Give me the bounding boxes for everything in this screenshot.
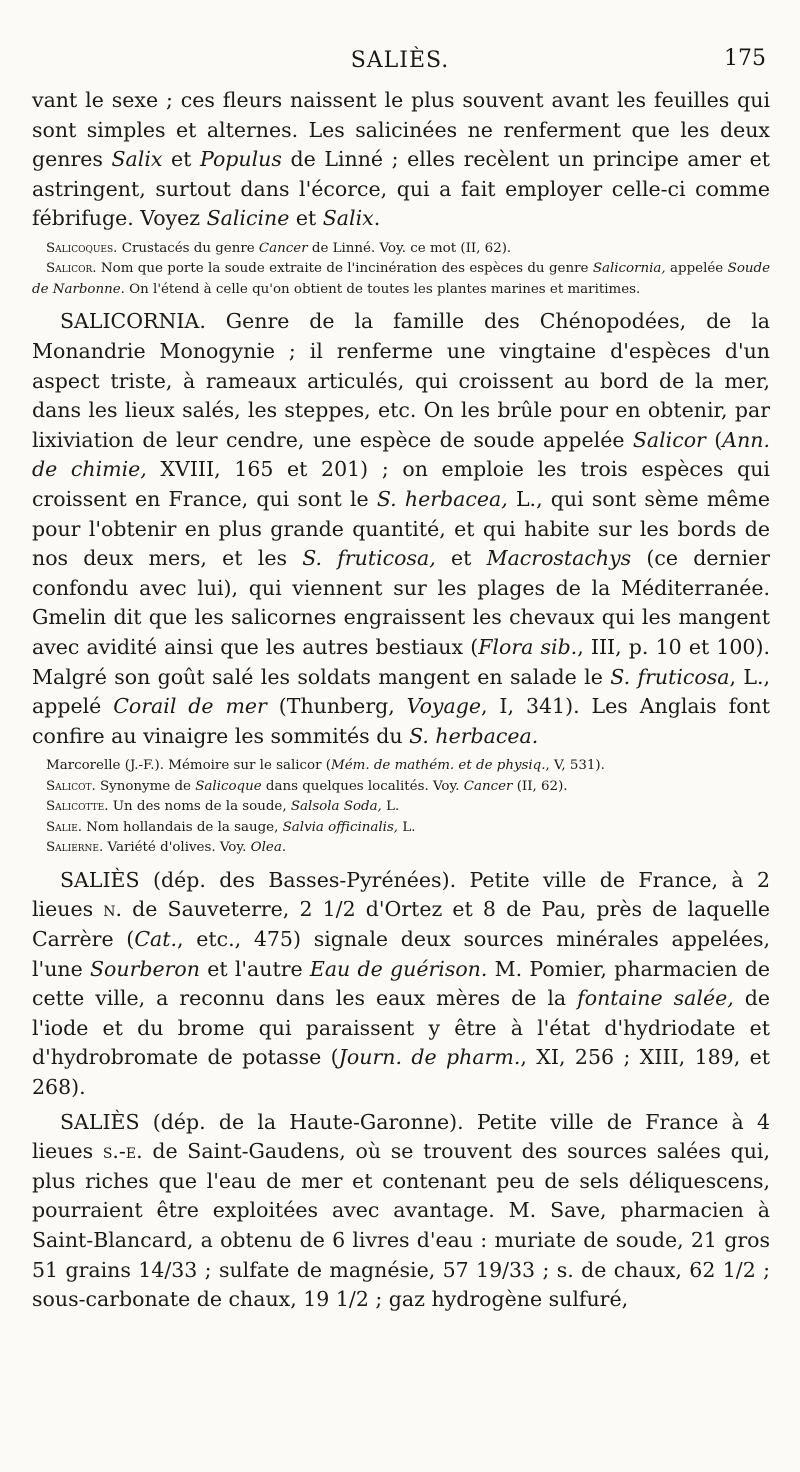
- page-header: [0, 42, 800, 82]
- entry-salie: Salie. Nom hollandais de la sauge, Salvia officinalis, L.: [46, 819, 416, 835]
- entry-heading: SALICORNIA.: [60, 309, 206, 334]
- entry-heading: Salicor.: [46, 261, 97, 277]
- entry-heading: SALIÈS: [60, 1109, 140, 1134]
- entry-heading: Salie.: [46, 819, 83, 835]
- entry-marcorelle: Marcorelle (J.-F.). Mémoire sur le salicor (Mém. de mathém. et de physiq., V, 531).: [46, 758, 605, 774]
- entry-salicoques: Salicoques. Crustacés du genre Cancer de Linné. Voy. ce mot (II, 62).: [46, 240, 512, 256]
- entry-heading: Salierne.: [46, 840, 104, 856]
- entry-salicornia: SALICORNIA. Genre de la famille des Chénopodées, de la Monandrie Monogynie ; il renferme une vingtaine d'espèces d'un aspect triste, à rameaux articulés, qui croissent au bord de la mer, dans les lieux salés, les steppes, etc. On les brûle pour en obtenir, par lixiviation de leur cendre, une espèce de soude appelée Salicor (Ann. de chimie, XVIII, 165 et 201) ; on emploie les trois espèces qui croissent en France, qui sont le S. herbacea, L., qui sont sème même pour l'obtenir en plus grande quantité, et qui habite sur les bords de nos deux mers, et les S. fruticosa, et Macrostachys (ce dernier confondu avec lui), qui viennent sur les plages de la Méditerranée. Gmelin dit que les salicornes engraissent les chevaux qui les mangent avec avidité ainsi que les autres bestiaux (Flora sib., III, p. 10 et 100). Malgré son goût salé les soldats mangent en salade le S. fruticosa, L., appelé Corail de mer (Thunberg, Voyage, I, 341). Les Anglais font confire au vinaigre les sommités du S. herbacea.: [32, 309, 771, 748]
- page-body: [32, 86, 770, 1315]
- entry-salicot: Salicot. Synonyme de Salicoque dans quelques localités. Voy. Cancer (II, 62).: [46, 778, 568, 794]
- entry-salies-haute-garonne: SALIÈS (dép. de la Haute-Garonne). Petite ville de France à 4 lieues s.-e. de Saint-Gaudens, où se trouvent des sources salées qui, plus riches que l'eau de mer et contenant peu de sels déliquescens, pourraient être exploitées avec avantage. M. Save, pharmacien à Saint-Blancard, a obtenu de 6 livres d'eau : muriate de soude, 21 gros 51 grains 14/33 ; sulfate de magnésie, 57 19/33 ; s. de chaux, 62 1/2 ; sous-carbonate de chaux, 19 1/2 ; gaz hydrogène sulfuré,: [32, 1109, 770, 1312]
- entry-heading: Salicoques.: [46, 240, 118, 256]
- entry-salierne: Salierne. Variété d'olives. Voy. Olea.: [46, 840, 287, 856]
- page-number: 175: [724, 46, 766, 71]
- entry-heading: Salicotte.: [46, 799, 109, 815]
- entry-heading: SALIÈS: [60, 867, 140, 892]
- entry-salicor: Salicor. Nom que porte la soude extraite de l'incinération des espèces du genre Salicornia, appelée Soude de Narbonne. On l'étend à celle qu'on obtient de toutes les plantes marines et maritimes.: [32, 261, 770, 297]
- entry-heading: Salicot.: [46, 778, 96, 794]
- paragraph-salicinees-continued: vant le sexe ; ces fleurs naissent le plus souvent avant les feuilles qui sont simples et alternes. Les salicinées ne renferment que les deux genres Salix et Populus de Linné ; elles recèlent un principe amer et astringent, surtout dans l'écorce, qui a fait employer celle-ci comme fébrifuge. Voyez Salicine et Salix.: [32, 88, 770, 231]
- entry-salies-basses-pyrenees: SALIÈS (dép. des Basses-Pyrénées). Petite ville de France, à 2 lieues n. de Sauveterre, 2 1/2 d'Ortez et 8 de Pau, près de laquelle Carrère (Cat., etc., 475) signale deux sources minérales appelées, l'une Sourberon et l'autre Eau de guérison. M. Pomier, pharmacien de cette ville, a reconnu dans les eaux mères de la fontaine salée, de l'iode et du brome qui paraissent y être à l'état d'hydriodate et d'hydrobromate de potasse (Journ. de pharm., XI, 256 ; XIII, 189, et 268).: [32, 867, 771, 1100]
- entry-salicotte: Salicotte. Un des noms de la soude, Salsola Soda, L.: [46, 799, 400, 815]
- running-title: SALIÈS.: [350, 48, 450, 73]
